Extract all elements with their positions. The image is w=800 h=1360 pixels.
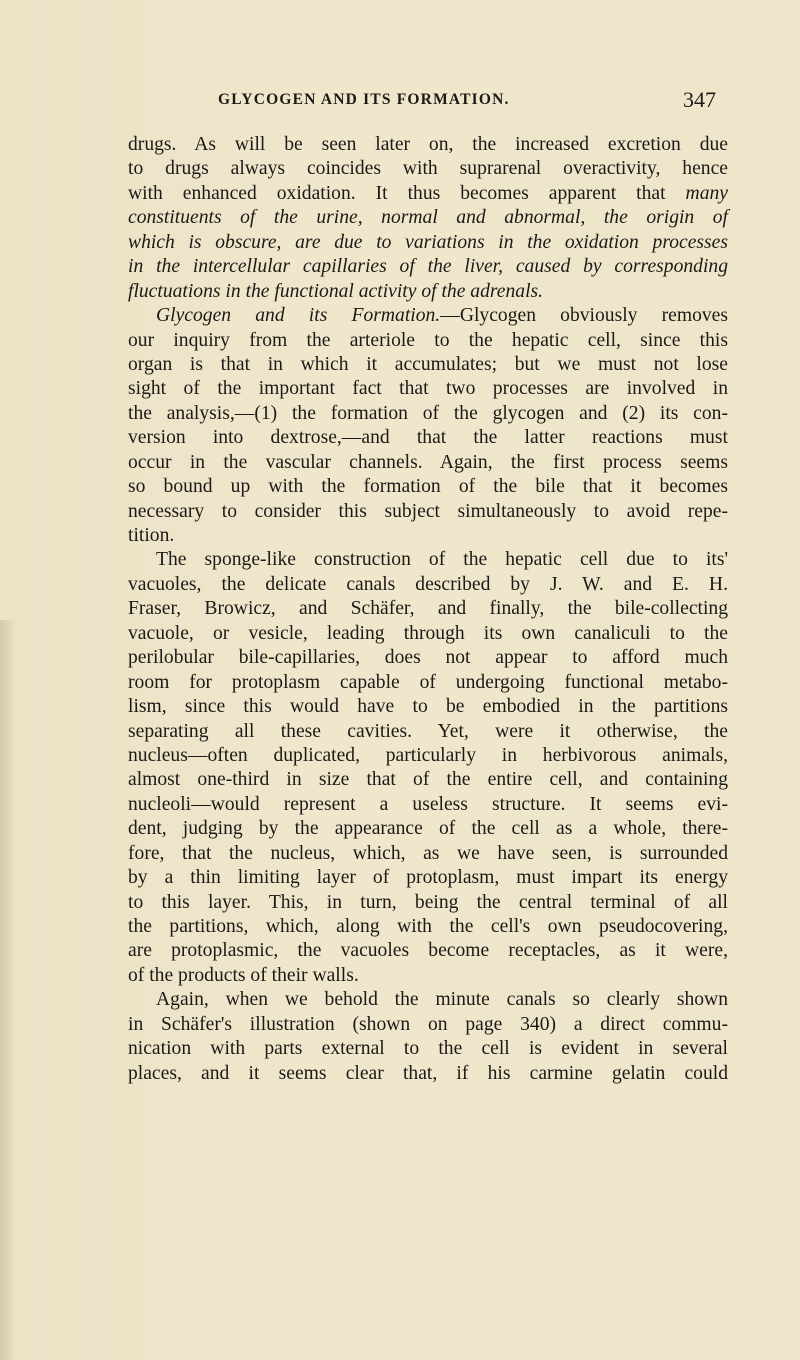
text-line: [128, 646, 728, 670]
text-segment: separating all these cavities. Yet, were it otherwise, the: [128, 720, 728, 742]
text-line: [128, 280, 728, 304]
page-number: 347: [683, 87, 716, 112]
text-line: [128, 451, 728, 475]
text-segment: version into dextrose,—and that the latter reactions must: [128, 427, 728, 449]
text-segment: organ is that in which it accumulates; but we must not lose: [128, 353, 728, 375]
text-segment: drugs. As will be seen later on, the increased excretion due: [128, 134, 728, 155]
text-line: [128, 402, 728, 426]
text-line: [128, 964, 728, 988]
text-line: [128, 206, 728, 230]
text-line: [128, 622, 728, 646]
text-segment: nucleus—often duplicated, particularly in herbivorous animals,: [128, 744, 728, 766]
italic-text-segment: constituents of the urine, normal and abnormal, the origin of: [128, 207, 728, 229]
text-line: [128, 744, 728, 768]
running-head-title: GLYCOGEN AND ITS FORMATION.: [218, 91, 510, 108]
body-text: [128, 133, 728, 1086]
page-gutter-shadow: [0, 620, 14, 1360]
text-line: [128, 377, 728, 401]
text-line: [128, 157, 728, 181]
text-segment: —Glycogen obviously removes: [440, 305, 728, 327]
text-segment: Fraser, Browicz, and Schäfer, and finally, the bile-collecting: [128, 598, 728, 620]
text-segment: vacuoles, the delicate canals described by J. W. and E. H.: [128, 573, 728, 595]
text-segment: fore, that the nucleus, which, as we have seen, is surrounded: [128, 842, 728, 864]
text-segment: so bound up with the formation of the bile that it becomes: [128, 476, 728, 498]
text-line: [128, 1013, 728, 1037]
text-line: [128, 426, 728, 450]
text-line: [128, 866, 728, 890]
text-line: [128, 720, 728, 744]
text-line: [128, 231, 728, 255]
text-line: [128, 133, 728, 157]
text-segment: perilobular bile-capillaries, does not appear to afford much: [128, 647, 728, 669]
text-line: [128, 255, 728, 279]
text-line: [128, 1037, 728, 1061]
text-segment: in Schäfer's illustration (shown on page 340) a direct commu-: [128, 1013, 728, 1035]
text-segment: vacuole, or vesicle, leading through its own canaliculi to the: [128, 622, 728, 644]
text-line: [128, 329, 728, 353]
italic-text-segment: fluctuations in the functional activity of the adrenals.: [128, 280, 544, 302]
text-segment: of the products of their walls.: [128, 964, 359, 986]
text-segment: the analysis,—(1) the formation of the glycogen and (2) its con-: [128, 402, 728, 424]
text-line: [128, 304, 728, 328]
text-line: [128, 353, 728, 377]
text-line: [128, 793, 728, 817]
text-line: [128, 695, 728, 719]
text-segment: are protoplasmic, the vacuoles become receptacles, as it were,: [128, 940, 728, 962]
text-line: [128, 1062, 728, 1086]
text-segment: sight of the important fact that two processes are involved in: [128, 378, 728, 400]
text-segment: room for protoplasm capable of undergoing functional metabo-: [128, 671, 728, 693]
text-line: [128, 842, 728, 866]
text-segment: occur in the vascular channels. Again, the first process seems: [128, 451, 728, 473]
text-segment: nication with parts external to the cell is evident in several: [128, 1038, 728, 1060]
text-line: [128, 891, 728, 915]
text-line: [128, 548, 728, 572]
text-segment: to drugs always coincides with suprarenal overactivity, hence: [128, 158, 728, 180]
text-segment: to this layer. This, in turn, being the central terminal of all: [128, 891, 728, 913]
italic-text-segment: Glycogen and its Formation.: [156, 305, 441, 327]
text-line: [128, 524, 728, 548]
text-line: [128, 573, 728, 597]
text-segment: lism, since this would have to be embodied in the partitions: [128, 696, 728, 718]
text-segment: Again, when we behold the minute canals so clearly shown: [156, 989, 728, 1011]
text-line: [128, 475, 728, 499]
text-line: [128, 182, 728, 206]
italic-text-segment: many: [685, 182, 728, 204]
text-segment: necessary to consider this subject simultaneously to avoid repe-: [128, 500, 728, 522]
text-segment: almost one-third in size that of the entire cell, and containing: [128, 769, 728, 791]
text-line: [128, 768, 728, 792]
text-segment: The sponge-like construction of the hepatic cell due to its': [156, 549, 728, 571]
text-segment: places, and it seems clear that, if his carmine gelatin could: [128, 1062, 728, 1084]
text-line: [128, 915, 728, 939]
text-line: [128, 500, 728, 524]
running-head: [0, 87, 800, 115]
text-line: [128, 817, 728, 841]
text-line: [128, 939, 728, 963]
italic-text-segment: which is obscure, are due to variations in the oxidation processes: [128, 231, 728, 253]
text-line: [128, 597, 728, 621]
text-line: [128, 988, 728, 1012]
text-segment: with enhanced oxidation. It thus becomes apparent that: [128, 182, 686, 204]
italic-text-segment: in the intercellular capillaries of the liver, caused by corresponding: [128, 256, 728, 278]
text-segment: dent, judging by the appearance of the cell as a whole, there-: [128, 818, 728, 840]
text-line: [128, 671, 728, 695]
text-segment: the partitions, which, along with the cell's own pseudocovering,: [128, 916, 728, 937]
text-segment: nucleoli—would represent a useless structure. It seems evi-: [128, 793, 728, 815]
text-segment: our inquiry from the arteriole to the hepatic cell, since this: [128, 329, 728, 351]
text-segment: by a thin limiting layer of protoplasm, must impart its energy: [128, 867, 728, 889]
text-segment: tition.: [128, 525, 175, 546]
